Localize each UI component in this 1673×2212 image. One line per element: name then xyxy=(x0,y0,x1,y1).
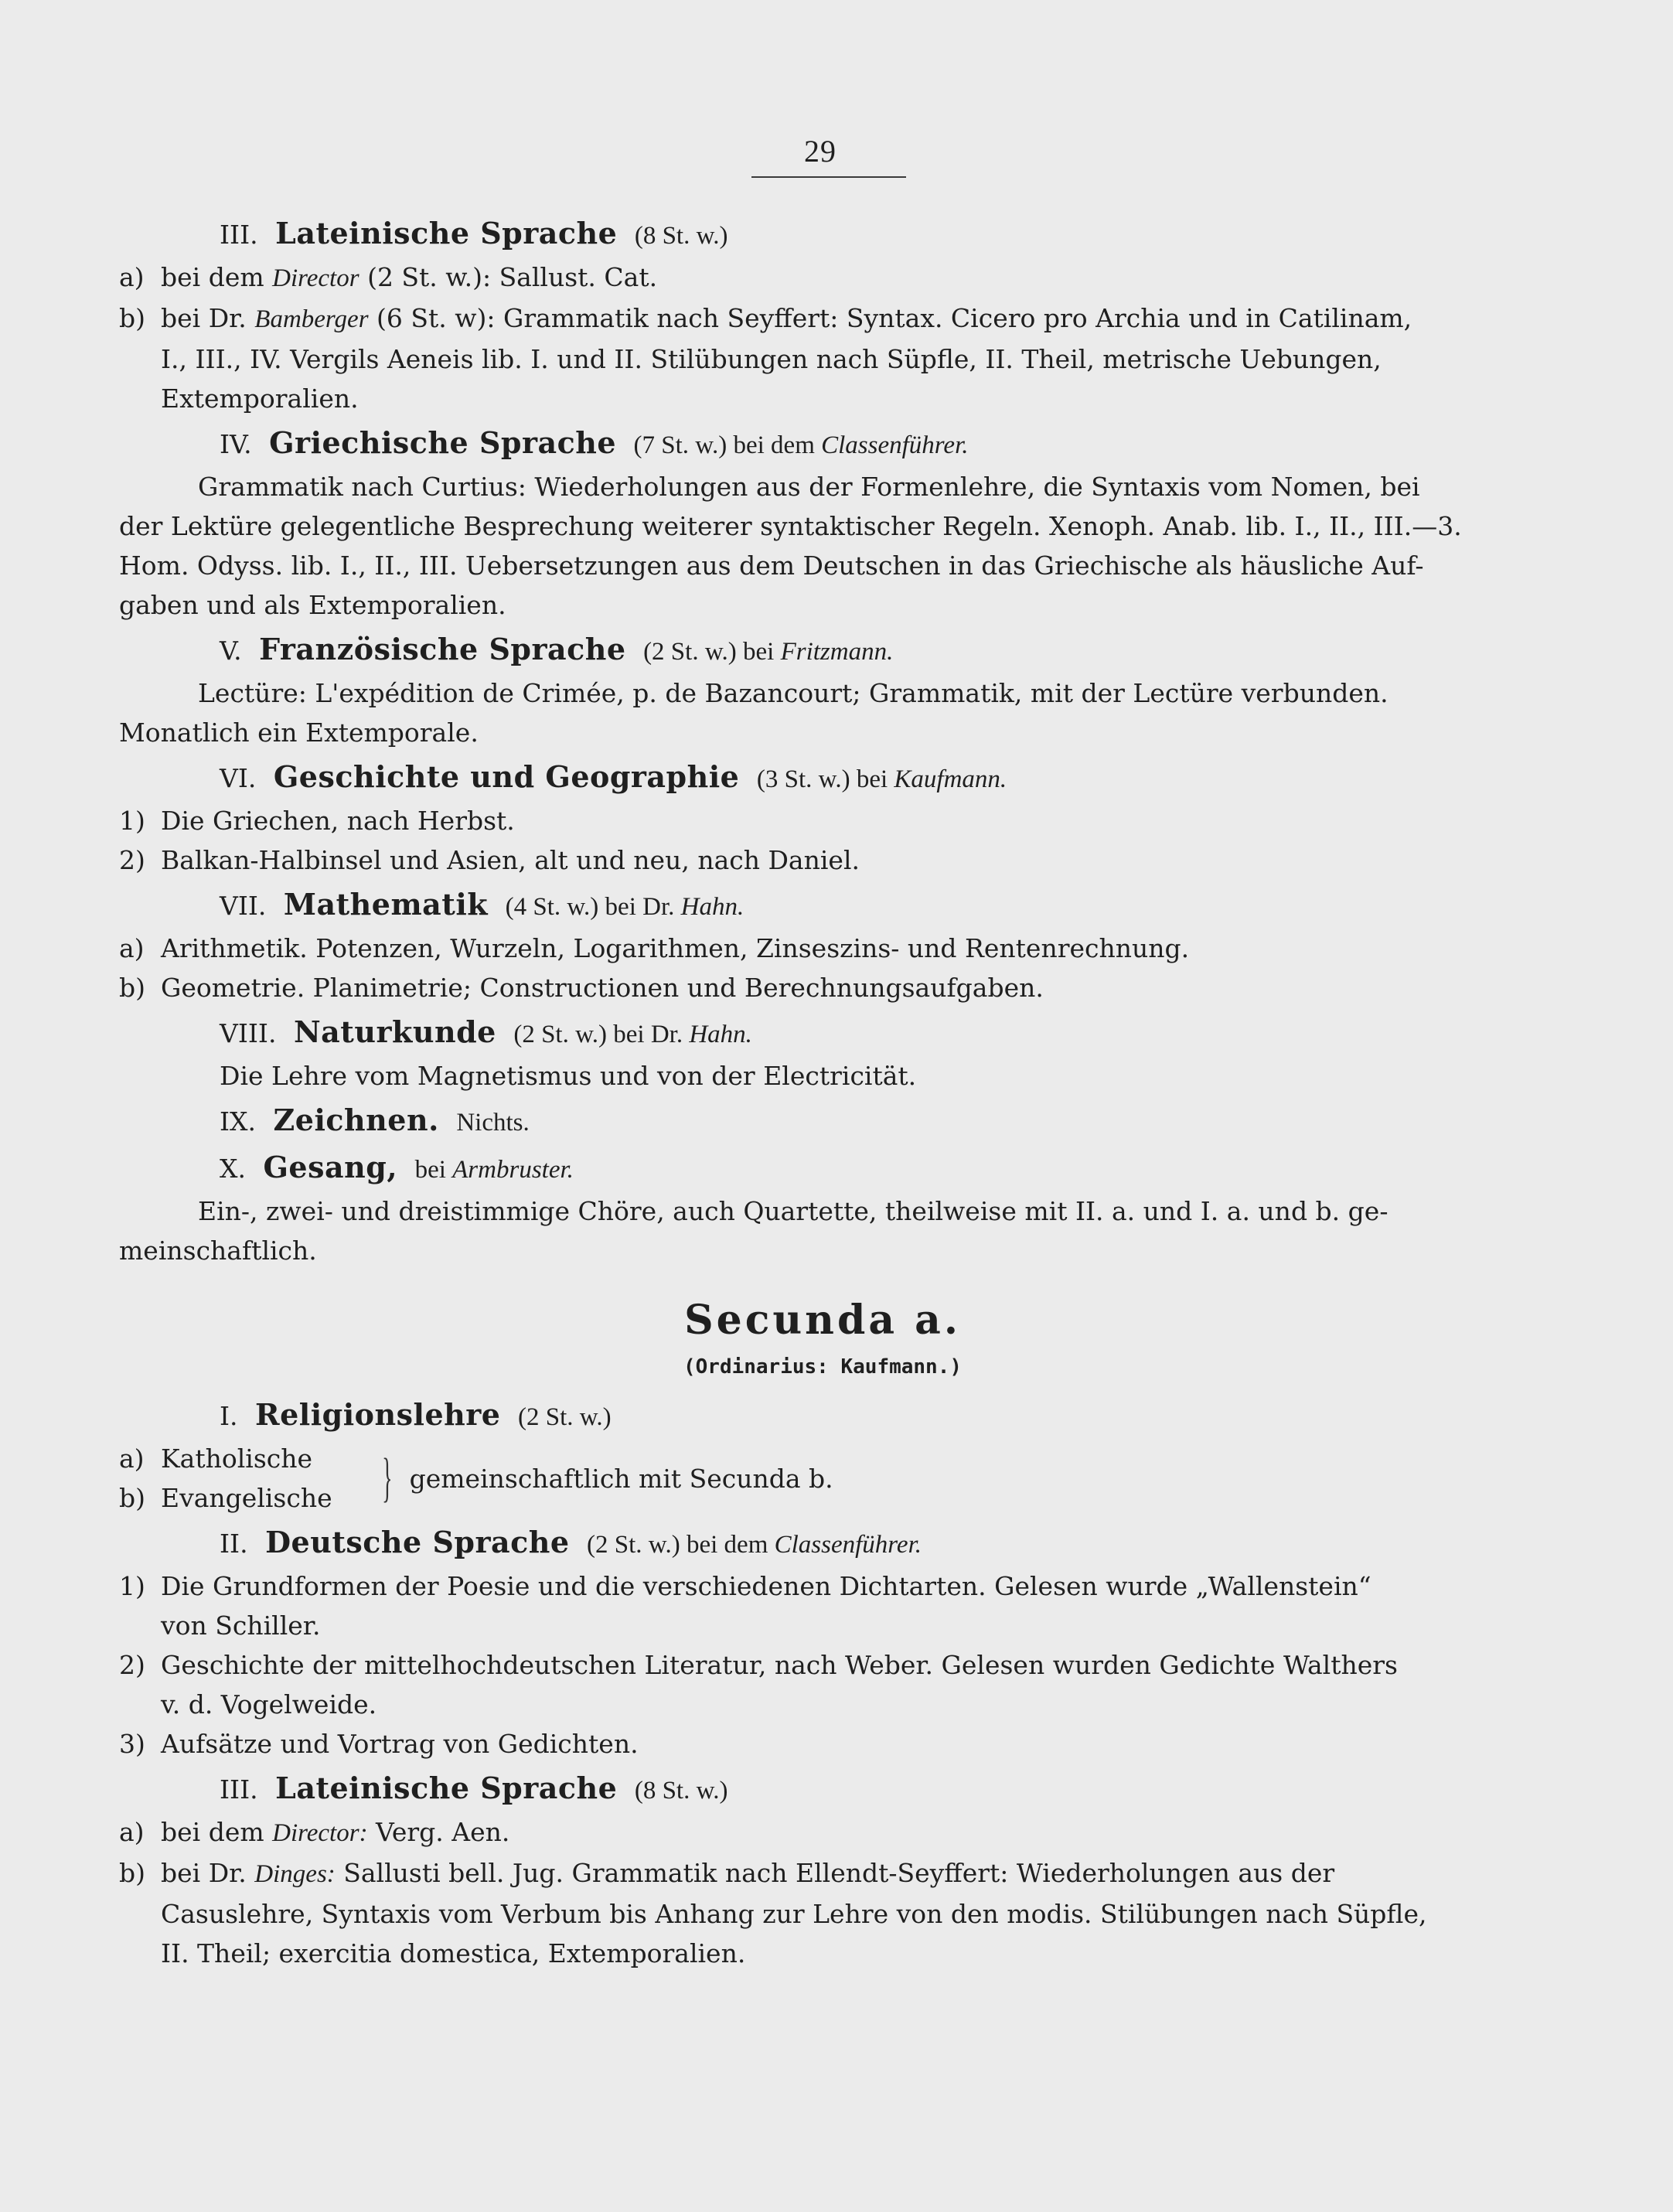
heading-deutsche-sprache xyxy=(119,1522,1526,1565)
teacher-name: Director: xyxy=(272,1819,368,1847)
heading-info: (2 St. w.) xyxy=(517,1403,612,1431)
item-continuation: v. d. Vogelweide. xyxy=(161,1689,377,1719)
heading-number: IV. xyxy=(220,429,252,459)
list-item xyxy=(119,1645,1526,1685)
list-item xyxy=(119,257,1526,298)
item-text: Geschichte der mittelhochdeutschen Literatur, nach Weber. Gelesen wurden Gedichte Walthers xyxy=(161,1650,1398,1680)
item-label: b) xyxy=(119,303,145,333)
teacher-name: Classenführer. xyxy=(774,1531,922,1559)
heading-griechische-sprache xyxy=(119,423,1526,465)
heading-number: IX. xyxy=(220,1106,257,1137)
item-label: b) xyxy=(119,1858,145,1888)
heading-naturkunde xyxy=(119,1012,1526,1055)
item-label: 1) xyxy=(119,1571,145,1601)
list-item xyxy=(119,1439,374,1478)
item-label: 1) xyxy=(119,806,145,836)
paragraph-line: Ein-, zwei- und dreistimmige Chöre, auch Quartette, theilweise mit II. a. und I. a. und b. ge- xyxy=(198,1196,1388,1226)
heading-number: VIII. xyxy=(220,1018,277,1048)
heading-info: bei xyxy=(414,1156,453,1184)
heading-info: (8 St. w.) xyxy=(634,1777,728,1805)
heading-franzoesische-sprache xyxy=(119,629,1526,672)
teacher-name: Hahn. xyxy=(689,1021,752,1048)
heading-subject: Lateinische Sprache xyxy=(275,216,618,251)
item-label: a) xyxy=(119,1443,145,1474)
section-subtitle: (Ordinarius: Kaufmann.) xyxy=(683,1355,963,1379)
item-label: b) xyxy=(119,1483,145,1513)
list-item xyxy=(119,1853,1526,1894)
item-text: Balkan-Halbinsel und Asien, alt und neu, nach Daniel. xyxy=(161,845,860,875)
heading-info: (2 St. w.) bei dem xyxy=(587,1531,775,1559)
teacher-name: Armbruster. xyxy=(452,1156,574,1184)
teacher-name: Kaufmann. xyxy=(894,765,1007,793)
paragraph-line: Hom. Odyss. lib. I., II., III. Uebersetzungen aus dem Deutschen in das Griechische als häusliche Auf- xyxy=(119,550,1424,581)
heading-info: (3 St. w.) bei xyxy=(756,765,894,793)
item-text: bei Dr. xyxy=(161,303,255,333)
paragraph-line: gaben und als Extemporalien. xyxy=(119,590,506,620)
heading-info: Nichts. xyxy=(456,1109,530,1137)
heading-number: I. xyxy=(220,1401,238,1431)
heading-subject: Deutsche Sprache xyxy=(265,1525,570,1559)
teacher-name: Bamberger xyxy=(254,305,369,333)
heading-number: VI. xyxy=(220,763,257,793)
paragraph-line: meinschaftlich. xyxy=(119,1236,317,1266)
heading-subject: Zeichnen. xyxy=(273,1103,439,1137)
heading-subject: Lateinische Sprache xyxy=(275,1771,618,1805)
item-label: 3) xyxy=(119,1729,145,1759)
page-content xyxy=(119,209,1526,1973)
heading-subject: Religionslehre xyxy=(255,1397,501,1432)
item-continuation: von Schiller. xyxy=(161,1610,321,1641)
teacher-name: Dinges: xyxy=(254,1860,336,1888)
brace-text: gemeinschaftlich mit Secunda b. xyxy=(409,1463,833,1494)
list-item xyxy=(119,1724,1526,1764)
item-text: Geometrie. Planimetrie; Constructionen und Berechnungsaufgaben. xyxy=(161,973,1044,1003)
item-label: b) xyxy=(119,973,145,1003)
brace-labels xyxy=(119,1439,374,1518)
heading-geschichte-geographie xyxy=(119,757,1526,799)
brace-group xyxy=(119,1439,1526,1518)
item-text: Arithmetik. Potenzen, Wurzeln, Logarithmen, Zinseszins- und Rentenrechnung. xyxy=(161,933,1190,963)
teacher-name: Hahn. xyxy=(680,893,745,921)
item-text: bei Dr. xyxy=(161,1858,255,1888)
item-label: 2) xyxy=(119,845,145,875)
heading-number: X. xyxy=(220,1154,246,1184)
item-text: (6 St. w): Grammatik nach Seyffert: Syntax. Cicero pro Archia und in Catilinam, xyxy=(368,303,1412,333)
item-continuation: Extemporalien. xyxy=(161,383,359,414)
item-text: bei dem xyxy=(161,262,273,292)
heading-zeichnen xyxy=(119,1100,1526,1143)
list-item xyxy=(119,968,1526,1007)
item-label: a) xyxy=(119,262,145,292)
heading-subject: Französische Sprache xyxy=(259,632,626,666)
list-item xyxy=(119,801,1526,840)
heading-info: (7 St. w.) bei dem xyxy=(633,431,822,459)
list-item xyxy=(119,840,1526,880)
heading-lateinische-sprache xyxy=(119,213,1526,256)
item-text: Die Griechen, nach Herbst. xyxy=(161,806,515,836)
heading-mathematik xyxy=(119,884,1526,927)
item-text: (2 St. w.): Sallust. Cat. xyxy=(359,262,658,292)
item-text: Die Grundformen der Poesie und die verschiedenen Dichtarten. Gelesen wurde „Wallenstein“ xyxy=(161,1571,1371,1601)
heading-gesang xyxy=(119,1147,1526,1190)
paragraph-line: Die Lehre vom Magnetismus und von der Electricität. xyxy=(220,1061,917,1091)
heading-info: (8 St. w.) xyxy=(634,222,728,250)
list-item xyxy=(119,1566,1526,1606)
paragraph-line: Lectüre: L'expédition de Crimée, p. de Bazancourt; Grammatik, mit der Lectüre verbunden. xyxy=(198,678,1388,708)
item-label: a) xyxy=(119,1817,145,1847)
item-continuation: Casuslehre, Syntaxis vom Verbum bis Anhang zur Lehre von den modis. Stilübungen nach Süpfle, xyxy=(161,1899,1427,1929)
heading-lateinische-sprache-secunda xyxy=(119,1768,1526,1811)
heading-subject: Mathematik xyxy=(283,887,489,922)
heading-info: (2 St. w.) bei Dr. xyxy=(513,1021,690,1048)
item-label: a) xyxy=(119,933,145,963)
item-text: Aufsätze und Vortrag von Gedichten. xyxy=(161,1729,639,1759)
heading-info: (4 St. w.) bei Dr. xyxy=(505,893,681,921)
heading-number: VII. xyxy=(220,891,267,921)
heading-subject: Naturkunde xyxy=(293,1014,496,1049)
item-continuation: II. Theil; exercitia domestica, Extemporalien. xyxy=(161,1938,746,1968)
paragraph-line: Monatlich ein Extemporale. xyxy=(119,717,479,748)
item-text: Evangelische xyxy=(161,1483,332,1513)
heading-subject: Geschichte und Geographie xyxy=(273,759,740,794)
teacher-name: Director xyxy=(272,264,359,292)
heading-subject: Gesang, xyxy=(263,1150,398,1184)
item-continuation: I., III., IV. Vergils Aeneis lib. I. und II. Stilübungen nach Süpfle, II. Theil, metrische Uebungen, xyxy=(161,344,1382,374)
heading-subject: Griechische Sprache xyxy=(269,425,617,460)
heading-number: V. xyxy=(220,636,242,666)
list-item xyxy=(119,929,1526,968)
list-item xyxy=(119,298,1526,339)
heading-info: (2 St. w.) bei xyxy=(643,638,781,666)
page-number: 29 xyxy=(804,134,836,169)
teacher-name: Classenführer. xyxy=(821,431,969,459)
paragraph-line: der Lektüre gelegentliche Besprechung weiterer syntaktischer Regeln. Xenoph. Anab. lib. I., II., III.—3. xyxy=(119,511,1462,541)
heading-number: III. xyxy=(220,1774,258,1805)
item-text: Verg. Aen. xyxy=(367,1817,510,1847)
heading-religionslehre xyxy=(119,1395,1526,1437)
item-text: bei dem xyxy=(161,1817,273,1847)
heading-number: III. xyxy=(220,220,258,250)
list-item xyxy=(119,1478,374,1518)
page-number-rule xyxy=(751,176,906,178)
heading-number: II. xyxy=(220,1529,248,1559)
section-title: Secunda a. xyxy=(684,1297,961,1344)
item-label: 2) xyxy=(119,1650,145,1680)
item-text: Katholische xyxy=(161,1443,313,1474)
teacher-name: Fritzmann. xyxy=(780,638,894,666)
paragraph-line: Grammatik nach Curtius: Wiederholungen aus der Formenlehre, die Syntaxis vom Nomen, bei xyxy=(198,472,1420,502)
list-item xyxy=(119,1812,1526,1853)
item-text: Sallusti bell. Jug. Grammatik nach Ellendt-Seyffert: Wiederholungen aus der xyxy=(335,1858,1335,1888)
brace-symbol: } xyxy=(382,1448,393,1508)
